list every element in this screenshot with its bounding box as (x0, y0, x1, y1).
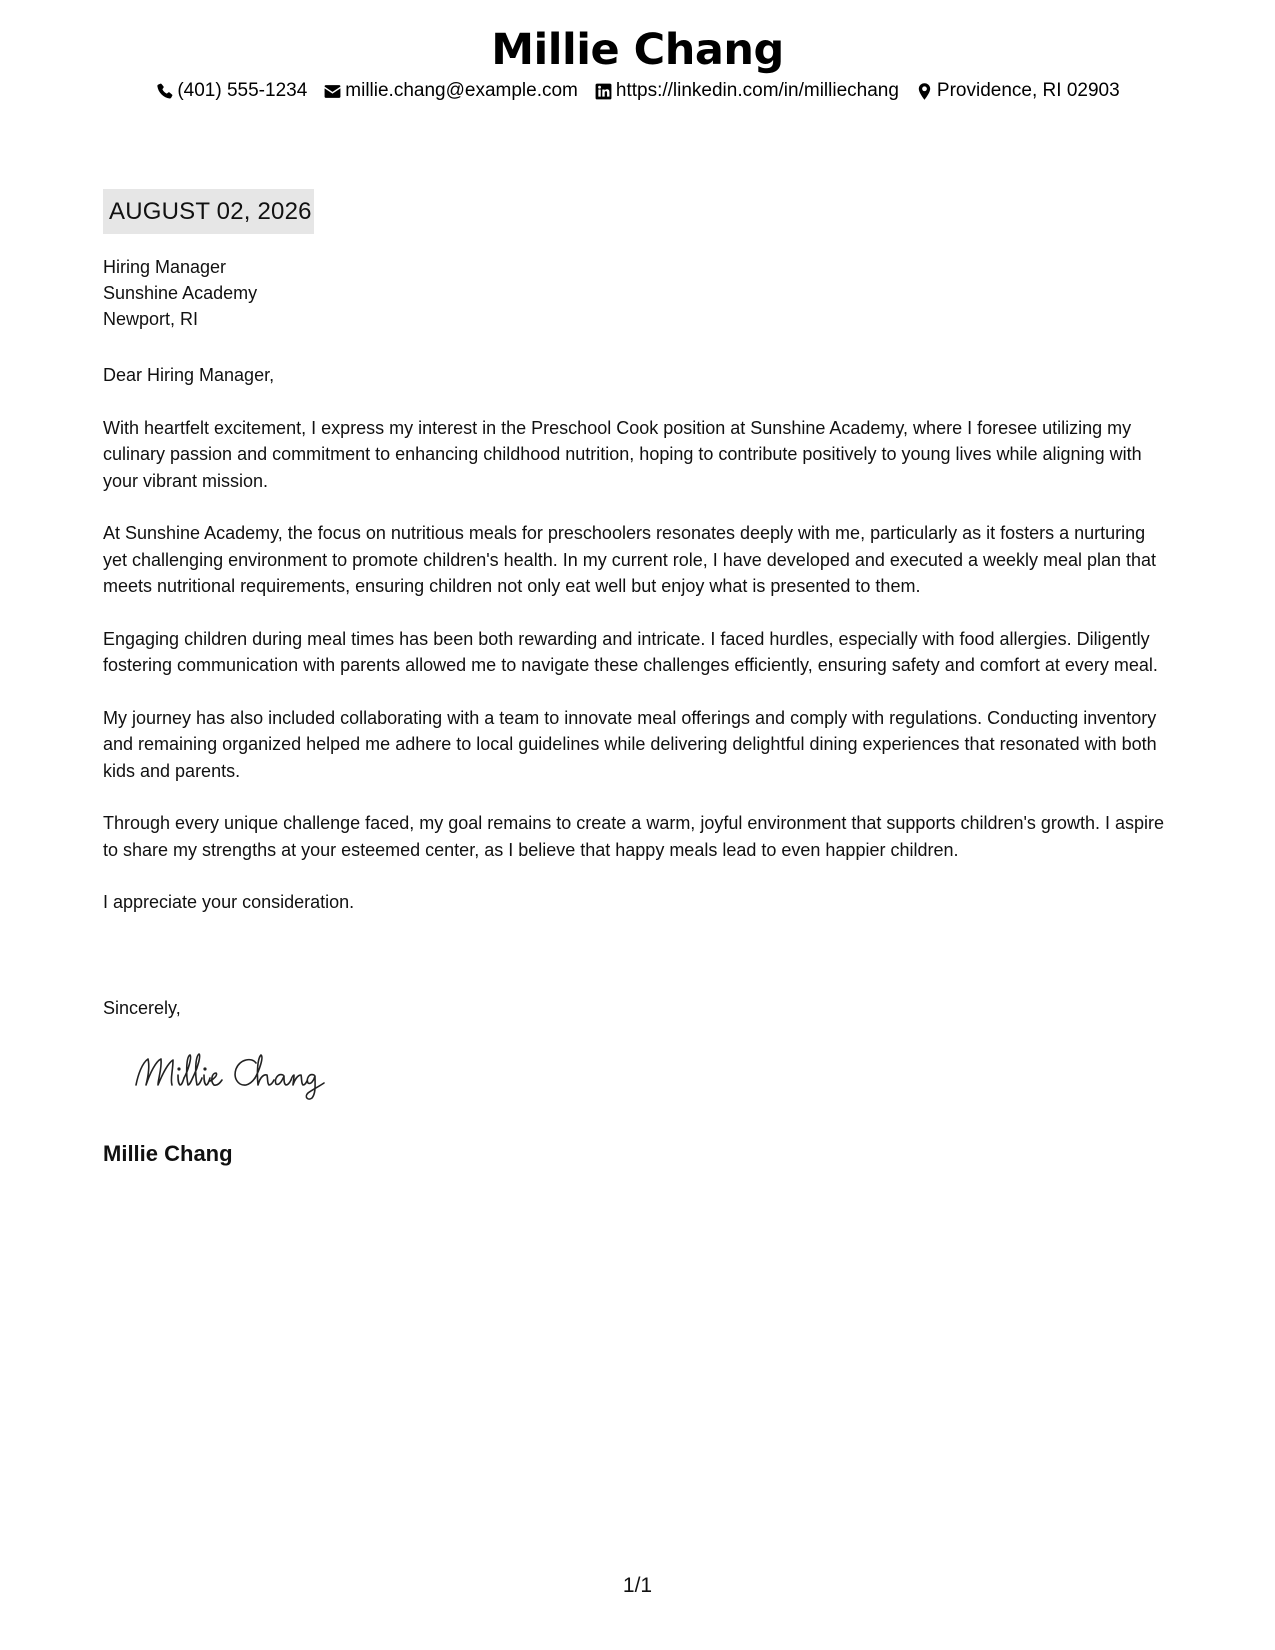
recipient-title: Hiring Manager (103, 257, 227, 277)
paragraph: With heartfelt excitement, I express my interest in the Preschool Cook position at Sunshine Academy, where I foresee utilizing my culinary passion and commitment to enhancing childhood nutrition, hoping to contribute positively to young lives while aligning with your vibrant mission. (103, 417, 1142, 491)
phone-icon (155, 82, 174, 101)
email-text[interactable]: millie.chang@example.com (345, 80, 578, 101)
linkedin-text[interactable]: https://linkedin.com/in/milliechang (615, 80, 899, 101)
page-indicator: 1/1 (622, 1574, 653, 1597)
phone-text: (401) 555-1234 (177, 80, 308, 101)
contact-phone (155, 78, 307, 104)
handwritten-signature (128, 1045, 338, 1105)
paragraph: Through every unique challenge faced, my goal remains to create a warm, joyful environment that supports children's growth. I aspire to share my strengths at your esteemed center, as I believe that happy meals lead to even happier children. (103, 813, 1164, 860)
paragraph: Engaging children during meal times has been both rewarding and intricate. I faced hurdles, especially with food allergies. Diligently fostering communication with parents allowed me to navigate these challenges efficiently, ensuring safety and comfort at every meal. (103, 628, 1158, 675)
closing: Sincerely, (103, 998, 181, 1018)
linkedin-icon (594, 82, 613, 101)
signer-name: Millie Chang (103, 1141, 233, 1166)
map-pin-icon (915, 82, 934, 101)
contact-email[interactable] (323, 78, 578, 104)
contact-location (915, 78, 1120, 104)
paragraph: My journey has also included collaborating with a team to innovate meal offerings and comply with regulations. Conducting inventory and remaining organized helped me adhere to local guidelines while delivering delightful dining experiences that resonated with both kids and parents. (103, 707, 1157, 781)
recipient-block (103, 254, 257, 332)
letter-body (103, 362, 1173, 942)
contact-bar (0, 78, 1275, 104)
location-text: Providence, RI 02903 (936, 80, 1120, 101)
recipient-company: Sunshine Academy (103, 283, 258, 303)
paragraph: At Sunshine Academy, the focus on nutritious meals for preschoolers resonates deeply with me, particularly as it fosters a nurturing yet challenging environment to promote children's health. In my current role, I have developed and executed a weekly meal plan that meets nutritional requirements, ensuring children not only eat well but enjoy what is presented to them. (103, 523, 1157, 596)
letter-date: AUGUST 02, 2026 (103, 189, 314, 234)
paragraph: I appreciate your consideration. (103, 892, 355, 912)
applicant-name: Millie Chang (491, 25, 784, 75)
recipient-location: Newport, RI (103, 309, 199, 329)
salutation: Dear Hiring Manager, (103, 365, 275, 385)
envelope-icon (323, 82, 342, 101)
contact-linkedin[interactable] (594, 78, 899, 104)
